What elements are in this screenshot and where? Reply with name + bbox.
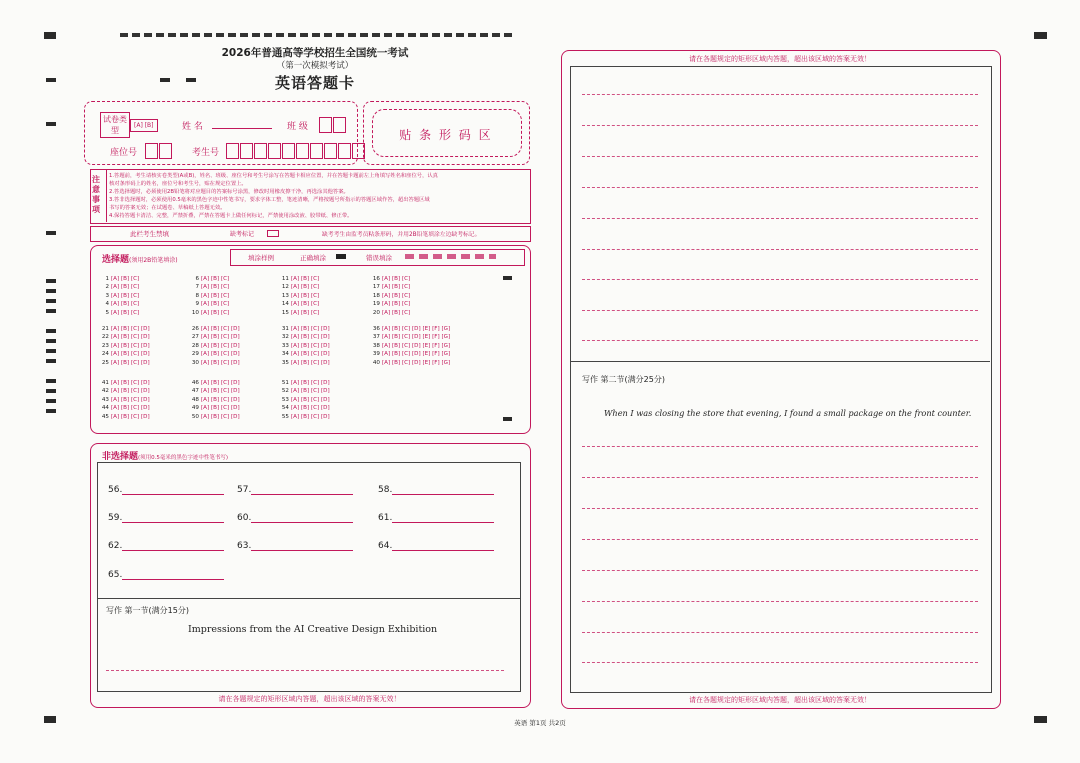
answer-options[interactable]: [A] [B] [C] [D] <box>291 413 330 420</box>
example-label: 填涂样例 <box>248 254 274 262</box>
blank-61[interactable] <box>378 512 494 523</box>
question-row[interactable] <box>276 414 330 420</box>
answer-options[interactable]: [A] [B] [C] [D] <box>111 334 150 341</box>
question-number: 21 <box>101 326 109 332</box>
answer-options[interactable]: [A] [B] [C] <box>291 276 320 282</box>
question-number: 28 <box>191 342 199 349</box>
question-row[interactable] <box>186 284 229 290</box>
question-row[interactable] <box>96 397 150 403</box>
nonchoice-hint: (须用0.5毫米的黑色字迹中性笔书写) <box>138 455 229 461</box>
timing-mark <box>46 339 56 343</box>
writing-line[interactable] <box>582 601 978 602</box>
blank-62[interactable] <box>108 540 224 551</box>
question-row[interactable] <box>96 360 150 366</box>
question-number: 43 <box>101 396 109 403</box>
question-number: 44 <box>101 405 109 412</box>
answer-options[interactable]: [A] [B] [C] <box>291 301 320 308</box>
timing-mark <box>46 279 56 283</box>
timing-mark <box>46 359 56 363</box>
writing-line[interactable] <box>582 570 978 571</box>
answer-options[interactable]: [A] [B] [C] [D] [E] [F] [G] <box>382 342 451 349</box>
question-row[interactable] <box>96 380 150 386</box>
answer-options[interactable]: [A] [B] [C] <box>111 309 140 316</box>
question-number: 13 <box>281 292 289 299</box>
blank-number: 60. <box>237 513 252 523</box>
writing2-label: 写作 第二节(满分25分) <box>582 375 665 384</box>
absent-note: 缺考考生由监考员粘条形码，并用2B铅笔填涂左边缺考标记。 <box>322 232 481 238</box>
question-number: 2 <box>105 284 109 291</box>
class-label: 班 级 <box>287 122 308 132</box>
question-number: 31 <box>281 326 289 332</box>
answer-options[interactable]: [A] [B] [C] [D] <box>111 380 150 386</box>
answer-options[interactable]: [A] [B] [C] [D] <box>201 342 240 349</box>
question-number: 4 <box>105 301 109 308</box>
answer-options[interactable]: [A] [B] [C] [D] <box>111 359 150 366</box>
question-row[interactable] <box>367 293 410 299</box>
question-row[interactable] <box>186 414 240 420</box>
question-row[interactable] <box>276 326 330 332</box>
seat-field[interactable] <box>145 140 173 159</box>
question-number: 12 <box>281 284 289 291</box>
timing-mark <box>1034 716 1047 723</box>
question-row[interactable] <box>186 360 240 366</box>
question-number: 6 <box>195 276 199 282</box>
answer-options[interactable]: [A] [B] [C] <box>111 284 140 291</box>
question-row[interactable] <box>96 405 150 411</box>
timing-mark <box>44 32 56 39</box>
question-number: 33 <box>281 342 289 349</box>
notice-line: 核对条形码上的姓名，座位号和考生号，贴在规定位置上。 <box>109 181 247 187</box>
answer-options[interactable]: [A] [B] [C] <box>291 284 320 291</box>
question-number: 36 <box>372 326 380 332</box>
choice-title <box>102 252 178 265</box>
question-row[interactable] <box>186 326 240 332</box>
blank-57[interactable] <box>237 484 353 495</box>
notice-line: 4.保持答题卡清洁、完整，严禁折叠，严禁在答题卡上做任何标记，严禁使用涂改液、胶带纸、修正带。 <box>109 213 353 219</box>
exam-no-label: 考生号 <box>192 148 220 158</box>
question-row[interactable] <box>96 343 150 349</box>
question-row[interactable] <box>96 276 139 282</box>
timing-mark <box>46 231 56 235</box>
choice-title-text: 选择题 <box>102 255 130 265</box>
writing-line[interactable] <box>582 662 978 663</box>
answer-options[interactable]: [A] [B] [C] [D] <box>201 334 240 341</box>
blank-number: 61. <box>378 513 393 523</box>
answer-options[interactable]: [A] [B] [C] [D] [E] [F] [G] <box>382 326 451 332</box>
answer-options[interactable]: [A] [B] [C] [D] <box>291 405 330 412</box>
blank-number: 64. <box>378 541 393 551</box>
blank-63[interactable] <box>237 540 353 551</box>
answer-options[interactable]: [A] [B] [C] [D] <box>291 342 330 349</box>
question-number: 52 <box>281 388 289 395</box>
choice-hint: (须用2B铅笔填涂) <box>129 257 178 264</box>
question-row[interactable] <box>186 380 240 386</box>
paper-type-label: 试卷类型 <box>100 112 130 138</box>
left-warning: 请在各题规定的矩形区域内答题，超出该区域的答案无效！ <box>218 695 401 703</box>
answer-options[interactable]: [A] [B] [C] [D] [E] [F] [G] <box>382 351 451 358</box>
writing-line[interactable] <box>582 156 978 157</box>
answer-options[interactable]: [A] [B] [C] [D] [E] [F] [G] <box>382 334 451 341</box>
answer-options[interactable]: [A] [B] [C] [D] <box>291 359 330 366</box>
answer-options[interactable]: [A] [B] [C] <box>201 309 230 316</box>
question-row[interactable] <box>367 334 450 340</box>
question-number: 32 <box>281 334 289 341</box>
question-number: 19 <box>372 301 380 308</box>
question-number: 8 <box>195 292 199 299</box>
answer-options[interactable]: [A] [B] [C] <box>201 292 230 299</box>
writing2-opening: When I was closing the store that evening, I found a small package on the front counter. <box>604 408 972 418</box>
absent-label: 此栏考生禁填 <box>130 230 169 238</box>
question-number: 1 <box>105 276 109 282</box>
paper-type-options[interactable]: [A] [B] <box>130 119 158 132</box>
wrong-label: 错误填涂 <box>366 254 392 262</box>
answer-options[interactable]: [A] [B] [C] [D] <box>201 413 240 420</box>
question-row[interactable] <box>367 326 450 332</box>
question-row[interactable] <box>186 276 229 282</box>
right-warning-bottom: 请在各题规定的矩形区域内答题，超出该区域的答案无效！ <box>689 696 871 704</box>
timing-mark <box>46 399 56 403</box>
question-row[interactable] <box>186 351 240 357</box>
wrong-samples <box>404 254 496 259</box>
answer-options[interactable]: [A] [B] [C] <box>382 284 411 291</box>
blank-number: 62. <box>108 541 123 551</box>
exam-title: 2026年普通高等学校招生全国统一考试 <box>221 47 409 59</box>
blank-number: 57. <box>237 485 252 495</box>
question-row[interactable] <box>96 414 150 420</box>
notice-line: 1.答题前，考生请核实卷类型(A或B)，姓名、班级、座位号和考生号涂写在答题卡相应位置，并在答题卡题前左上角填写姓名和座位号，认真 <box>109 173 438 179</box>
absent-mark-label: 缺考标记 <box>230 231 255 238</box>
question-number: 42 <box>101 388 109 395</box>
question-number: 27 <box>191 334 199 341</box>
answer-options[interactable]: [A] [B] [C] <box>201 301 230 308</box>
answer-options[interactable]: [A] [B] [C] [D] <box>291 380 330 386</box>
question-row[interactable] <box>96 301 139 307</box>
question-row[interactable] <box>367 360 450 366</box>
question-number: 53 <box>281 396 289 403</box>
question-row[interactable] <box>186 397 240 403</box>
question-number: 34 <box>281 351 289 358</box>
blank-59[interactable] <box>108 512 224 523</box>
question-row[interactable] <box>276 301 319 307</box>
page-footer: 英语 第1页 共2页 <box>514 719 566 727</box>
writing1-label: 写作 第一节(满分15分) <box>106 606 189 615</box>
absent-mark-box[interactable] <box>267 230 279 237</box>
question-row[interactable] <box>276 380 330 386</box>
question-number: 41 <box>101 380 109 386</box>
question-row[interactable] <box>276 276 319 282</box>
writing1-title: Impressions from the AI Creative Design Exhibition <box>188 624 438 635</box>
question-number: 55 <box>281 413 289 420</box>
question-number: 18 <box>372 292 380 299</box>
question-row[interactable] <box>96 334 150 340</box>
name-label: 姓 名 <box>182 122 203 132</box>
answer-options[interactable]: [A] [B] [C] [D] <box>111 326 150 332</box>
answer-options[interactable]: [A] [B] [C] [D] <box>201 396 240 403</box>
answer-options[interactable]: [A] [B] [C] [D] <box>201 326 240 332</box>
writing-line[interactable] <box>582 187 978 188</box>
question-row[interactable] <box>96 284 139 290</box>
question-row[interactable] <box>186 293 229 299</box>
answer-options[interactable]: [A] [B] [C] [D] [E] [F] [G] <box>382 359 451 366</box>
question-number: 47 <box>191 388 199 395</box>
question-number: 35 <box>281 359 289 366</box>
notice-line: 书写的答案无效；在试题卷、草稿纸上答题无效。 <box>109 205 226 211</box>
question-row[interactable] <box>96 351 150 357</box>
right-warning-top: 请在各题规定的矩形区域内答题，超出该区域的答案无效！ <box>689 55 871 63</box>
answer-options[interactable]: [A] [B] [C] [D] <box>201 359 240 366</box>
blank-64[interactable] <box>378 540 494 551</box>
writing1-line[interactable] <box>106 670 504 671</box>
answer-options[interactable]: [A] [B] [C] <box>382 276 411 282</box>
notice-title: 注意事项 <box>92 175 100 214</box>
timing-mark <box>1034 32 1047 39</box>
question-number: 38 <box>372 342 380 349</box>
question-row[interactable] <box>276 351 330 357</box>
timing-mark <box>44 716 56 723</box>
exam-no-field[interactable] <box>226 140 366 159</box>
answer-options[interactable]: [A] [B] [C] [D] <box>111 342 150 349</box>
barcode-label: 贴 条 形 码 区 <box>399 128 493 142</box>
question-row[interactable] <box>276 397 330 403</box>
writing-line[interactable] <box>582 94 978 95</box>
answer-options[interactable]: [A] [B] [C] <box>201 276 230 282</box>
question-row[interactable] <box>186 343 240 349</box>
question-row[interactable] <box>276 334 330 340</box>
blank-65[interactable] <box>108 569 224 580</box>
question-number: 23 <box>101 342 109 349</box>
question-number: 17 <box>372 284 380 291</box>
writing-line[interactable] <box>582 249 978 250</box>
question-number: 30 <box>191 359 199 366</box>
timing-mark <box>46 409 56 413</box>
question-number: 51 <box>281 380 289 386</box>
answer-options[interactable]: [A] [B] [C] <box>111 301 140 308</box>
question-number: 49 <box>191 405 199 412</box>
question-number: 11 <box>281 276 289 282</box>
question-row[interactable] <box>276 388 330 394</box>
answer-options[interactable]: [A] [B] [C] [D] <box>111 396 150 403</box>
nonchoice-title <box>102 449 228 462</box>
timing-mark <box>46 299 56 303</box>
blank-60[interactable] <box>237 512 353 523</box>
question-number: 29 <box>191 351 199 358</box>
answer-options[interactable]: [A] [B] [C] [D] <box>291 351 330 358</box>
writing-line[interactable] <box>582 508 978 509</box>
question-row[interactable] <box>96 326 150 332</box>
question-number: 46 <box>191 380 199 386</box>
question-number: 48 <box>191 396 199 403</box>
notice-divider <box>106 169 107 222</box>
question-number: 54 <box>281 405 289 412</box>
question-number: 50 <box>191 413 199 420</box>
question-row[interactable] <box>276 405 330 411</box>
answer-options[interactable]: [A] [B] [C] [D] <box>111 413 150 420</box>
writing-line[interactable] <box>582 125 978 126</box>
blank-number: 63. <box>237 541 252 551</box>
correct-sample <box>336 254 346 259</box>
question-row[interactable] <box>186 405 240 411</box>
timing-mark <box>46 349 56 353</box>
writing-line[interactable] <box>582 539 978 540</box>
timing-mark <box>46 389 56 393</box>
question-row[interactable] <box>367 310 410 316</box>
answer-options[interactable]: [A] [B] [C] [D] <box>291 388 330 395</box>
question-number: 37 <box>372 334 380 341</box>
question-number: 7 <box>195 284 199 291</box>
notice-line: 2.答选择题时，必须使用2B铅笔将对应题目的答案标号涂黑，修改时用橡皮擦干净，再选涂其他答案。 <box>109 189 349 195</box>
question-row[interactable] <box>367 301 410 307</box>
blank-number: 59. <box>108 513 123 523</box>
question-row[interactable] <box>367 351 450 357</box>
question-row[interactable] <box>96 293 139 299</box>
writing2-divider <box>570 361 990 362</box>
question-number: 26 <box>191 326 199 332</box>
writing-line[interactable] <box>582 632 978 633</box>
top-dash-bar <box>120 33 516 37</box>
answer-options[interactable]: [A] [B] [C] [D] <box>111 388 150 395</box>
question-row[interactable] <box>276 293 319 299</box>
question-row[interactable] <box>96 310 139 316</box>
answer-options[interactable]: [A] [B] [C] [D] <box>111 405 150 412</box>
blank-number: 56. <box>108 485 123 495</box>
timing-mark <box>46 309 56 313</box>
answer-options[interactable]: [A] [B] [C] [D] <box>201 351 240 358</box>
question-number: 39 <box>372 351 380 358</box>
question-number: 14 <box>281 301 289 308</box>
question-row[interactable] <box>367 284 410 290</box>
question-row[interactable] <box>276 284 319 290</box>
writing-line[interactable] <box>582 446 978 447</box>
writing-line[interactable] <box>582 218 978 219</box>
answer-options[interactable]: [A] [B] [C] <box>291 309 320 316</box>
notice-lines <box>109 172 527 220</box>
answer-options[interactable]: [A] [B] [C] <box>382 301 411 308</box>
answer-options[interactable]: [A] [B] [C] <box>201 284 230 291</box>
question-row[interactable] <box>186 301 229 307</box>
answer-options[interactable]: [A] [B] [C] [D] <box>201 380 240 386</box>
answer-options[interactable]: [A] [B] [C] <box>382 309 411 316</box>
timing-mark <box>46 122 56 126</box>
question-row[interactable] <box>186 310 229 316</box>
timing-mark <box>46 78 56 82</box>
answer-options[interactable]: [A] [B] [C] [D] <box>291 326 330 332</box>
question-number: 5 <box>105 309 109 316</box>
answer-options[interactable]: [A] [B] [C] <box>291 292 320 299</box>
writing-line[interactable] <box>582 340 978 341</box>
timing-mark <box>46 329 56 333</box>
correct-label: 正确填涂 <box>300 254 326 262</box>
answer-options[interactable]: [A] [B] [C] <box>382 292 411 299</box>
writing-line[interactable] <box>582 310 978 311</box>
blank-58[interactable] <box>378 484 494 495</box>
answer-options[interactable]: [A] [B] [C] [D] <box>111 351 150 358</box>
exam-subtitle: （第一次模拟考试） <box>276 61 354 71</box>
question-number: 22 <box>101 334 109 341</box>
card-title: 英语答题卡 <box>274 74 355 92</box>
blank-number: 58. <box>378 485 393 495</box>
question-number: 40 <box>372 359 380 366</box>
answer-options[interactable]: [A] [B] [C] [D] <box>201 405 240 412</box>
timing-mark <box>160 78 170 82</box>
question-number: 9 <box>195 301 199 308</box>
nonchoice-title-text: 非选择题 <box>102 452 139 462</box>
question-number: 45 <box>101 413 109 420</box>
question-number: 3 <box>105 292 109 299</box>
timing-mark <box>46 379 56 383</box>
question-row[interactable] <box>276 310 319 316</box>
question-row[interactable] <box>186 388 240 394</box>
question-number: 15 <box>281 309 289 316</box>
question-number: 10 <box>191 309 199 316</box>
writing-line[interactable] <box>582 477 978 478</box>
answer-options[interactable]: [A] [B] [C] <box>111 276 140 282</box>
question-row[interactable] <box>276 343 330 349</box>
answer-options[interactable]: [A] [B] [C] [D] <box>201 388 240 395</box>
answer-options[interactable]: [A] [B] [C] [D] <box>291 396 330 403</box>
question-row[interactable] <box>367 276 410 282</box>
name-field[interactable] <box>212 116 272 129</box>
notice-line: 3.答非选择题时，必须使用0.5毫米的黑色字迹中性笔书写，要求字体工整，笔迹清晰，严格按题号所指示的答题区域作答，超出答题区域 <box>109 197 430 203</box>
question-row[interactable] <box>96 388 150 394</box>
blank-number: 65. <box>108 570 123 580</box>
question-row[interactable] <box>186 334 240 340</box>
answer-options[interactable]: [A] [B] [C] <box>111 292 140 299</box>
question-number: 24 <box>101 351 109 358</box>
question-row[interactable] <box>367 343 450 349</box>
blank-56[interactable] <box>108 484 224 495</box>
question-number: 20 <box>372 309 380 316</box>
answer-options[interactable]: [A] [B] [C] [D] <box>291 334 330 341</box>
writing-line[interactable] <box>582 279 978 280</box>
timing-mark <box>46 289 56 293</box>
seat-label: 座位号 <box>110 148 138 158</box>
class-field[interactable] <box>319 114 347 133</box>
question-row[interactable] <box>276 360 330 366</box>
question-number: 25 <box>101 359 109 366</box>
question-number: 16 <box>372 276 380 282</box>
